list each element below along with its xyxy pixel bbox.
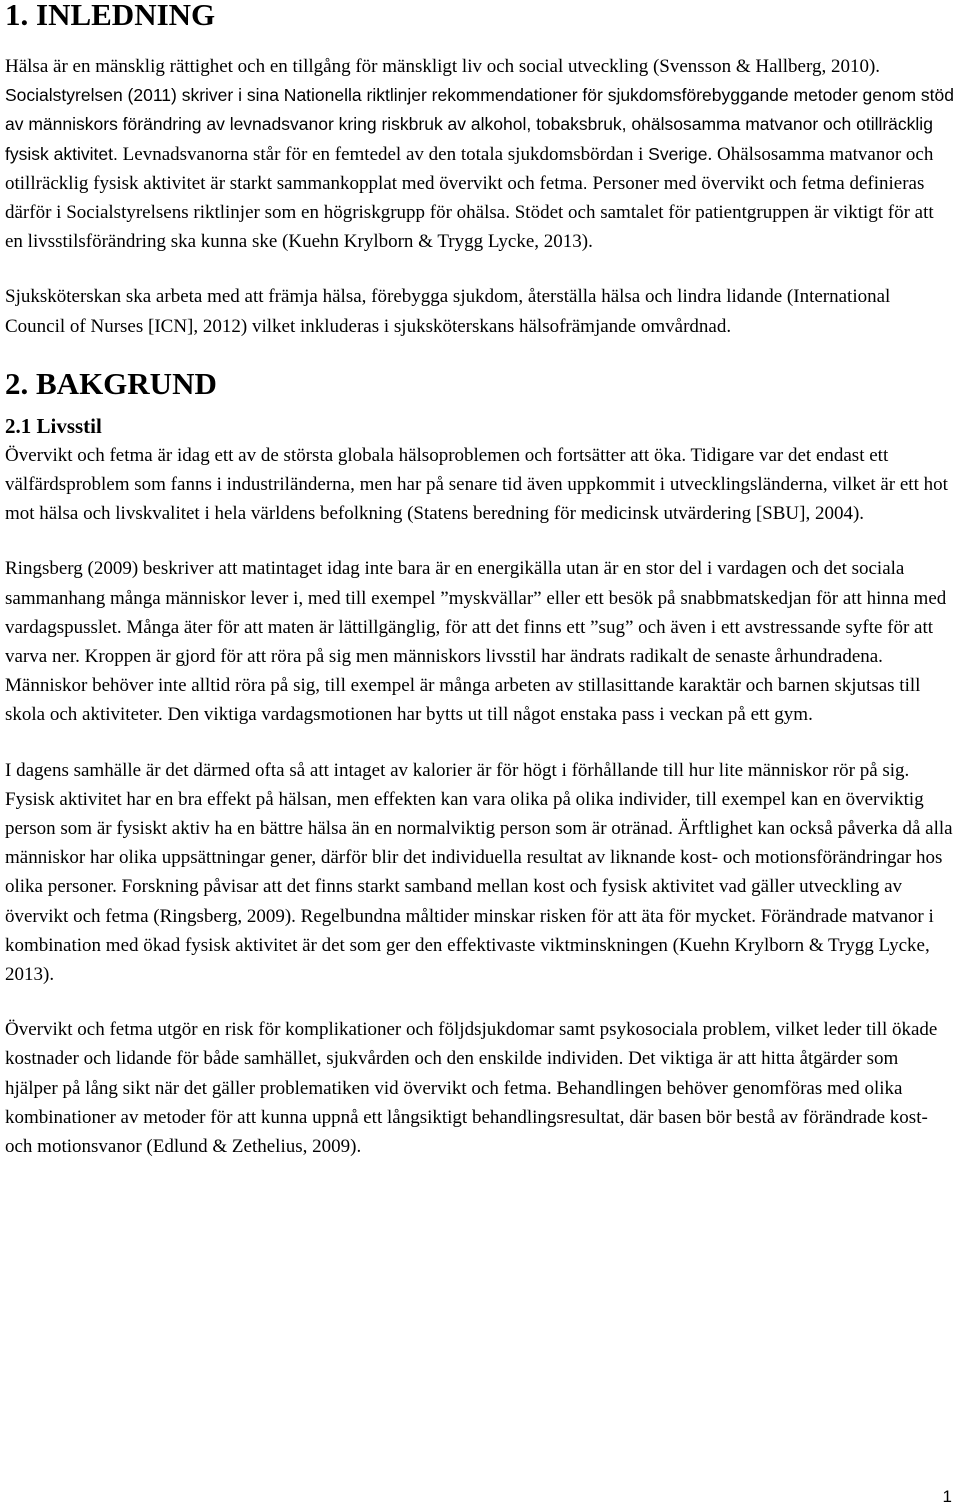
document-page [5, 0, 955, 1161]
background-paragraph-3 [5, 756, 955, 990]
text-run: Övervikt och fetma är idag ett av de största globala hälsoproblemen och fortsätter att öka. Tidigare var det endast ett välfärdsproblem som fanns i industriländerna, men har på senare tid även uppkommit i utvecklingsländerna, vilket är ett hot mot hälsa och livskvalitet i hela världens befolkning (Statens beredning för medicinsk utvärdering [SBU], 2004). [5, 444, 948, 525]
chapter-heading-bakgrund: 2. BAKGRUND [5, 365, 217, 401]
intro-paragraph-2 [5, 282, 955, 340]
text-run: Sverige [648, 143, 708, 164]
background-paragraph-4 [5, 1015, 955, 1161]
text-run: Hälsa är en mänsklig rättighet och en tillgång för mänskligt liv och social utveckling (Svensson & Hallberg, 2010). [5, 56, 881, 77]
text-run: I dagens samhälle är det därmed ofta så att intaget av kalorier är för högt i förhållande till hur lite människor rör på sig. Fysisk aktivitet har en bra effekt på hälsan, men effekten kan vara olika på olika individer, till exempel kan en överviktig person som är fysiskt aktiv ha en bättre hälsa än en normalviktig person som är otränad. Ärftlighet kan också påverka då alla människor har olika uppsättningar gener, därför blir det individuella resultat av liknande kost- och motionsförändringar hos olika personer. Forskning påvisar att det finns starkt samband mellan kost och fysisk aktivitet vad gäller utveckling av övervikt och fetma (Ringsberg, 2009). Regelbundna måltider minskar risken för att äta för mycket. Förändrade matvanor i kombination med ökad fysisk aktivitet är det som ger den effektivaste viktminskningen (Kuehn Krylborn & Trygg Lycke, 2013). [5, 759, 953, 986]
text-run: Ringsberg (2009) beskriver att matintaget idag inte bara är en energikälla utan är en stor del i vardagen och det sociala sammanhang många människor lever i, med till exempel ”myskvällar” eller ett besök på snabbmatskedjan för att hinna med vardagspusslet. Många äter för att maten är lättillgänglig, för att det finns ett ”sug” och även i ett avstressande syfte för att varva ner. Kroppen är gjord för att röra på sig men människors livsstil har ändrats radikalt de senaste århundradena. Människor behöver inte alltid röra på sig, till exempel är många arbeten av stillasittande karaktär och barnen skjutsas till skola och aktiviteter. Den viktiga vardagsmotionen har bytts ut till något enstaka pass i veckan på ett gym. [5, 558, 947, 726]
text-run: . [582, 172, 593, 193]
section-heading-livsstil: 2.1 Livsstil [5, 413, 102, 438]
text-run: Personer med övervikt och fetma definieras därför i Socialstyrelsens riktlinjer som en högriskgrupp för ohälsa. [5, 172, 925, 224]
page-number: 1 [942, 1487, 952, 1506]
chapter-heading-inledning: 1. INLEDNING [5, 0, 216, 32]
text-run: Stödet och samtalet för patientgruppen är viktigt för att en livsstilsförändring ska kunna ske (Kuehn Krylborn & Trygg Lycke, 2013). [5, 202, 934, 253]
text-run: . Ohälsosamma matvanor och otillräcklig fysisk aktivitet är starkt sammankopplat med övervikt och fetma [5, 143, 934, 194]
background-paragraph-1 [5, 441, 955, 529]
text-run: Övervikt och fetma utgör en risk för komplikationer och följdsjukdomar samt psykosociala problem, vilket leder till ökade kostnader och lidande för både samhället, sjukvården och den enskilde individen. Det viktiga är att hitta åtgärder som hjälper på lång sikt när det gäller problematiken vid övervikt och fetma. Behandlingen behöver genomföras med olika kombinationer av metoder för att kunna uppnå ett långsiktigt behandlingsresultat, där basen bör bestå av förändrade kost- och motionsvanor (Edlund & Zethelius, 2009). [5, 1019, 938, 1158]
intro-paragraph-1 [5, 52, 955, 256]
background-paragraph-2 [5, 554, 955, 729]
text-run: Socialstyrelsen (2011) skriver i sina Nationella riktlinjer rekommendationer för sjukdomsförebyggande metoder genom stöd av människors förändring av levnadsvanor kring riskbruk av alkohol, tobaksbruk, ohälsosamma matvanor och otillräcklig fysisk aktivitet. [5, 85, 955, 164]
text-run: Levnadsvanorna står för en femtedel av den totala sjukdomsbördan i [122, 143, 649, 165]
text-run: Sjuksköterskan ska arbeta med att främja hälsa, förebygga sjukdom, återställa hälsa och lindra lidande (International Council of Nurses [ICN], 2012) vilket inkluderas i sjuksköterskans hälsofrämjande omvårdnad. [5, 286, 891, 337]
